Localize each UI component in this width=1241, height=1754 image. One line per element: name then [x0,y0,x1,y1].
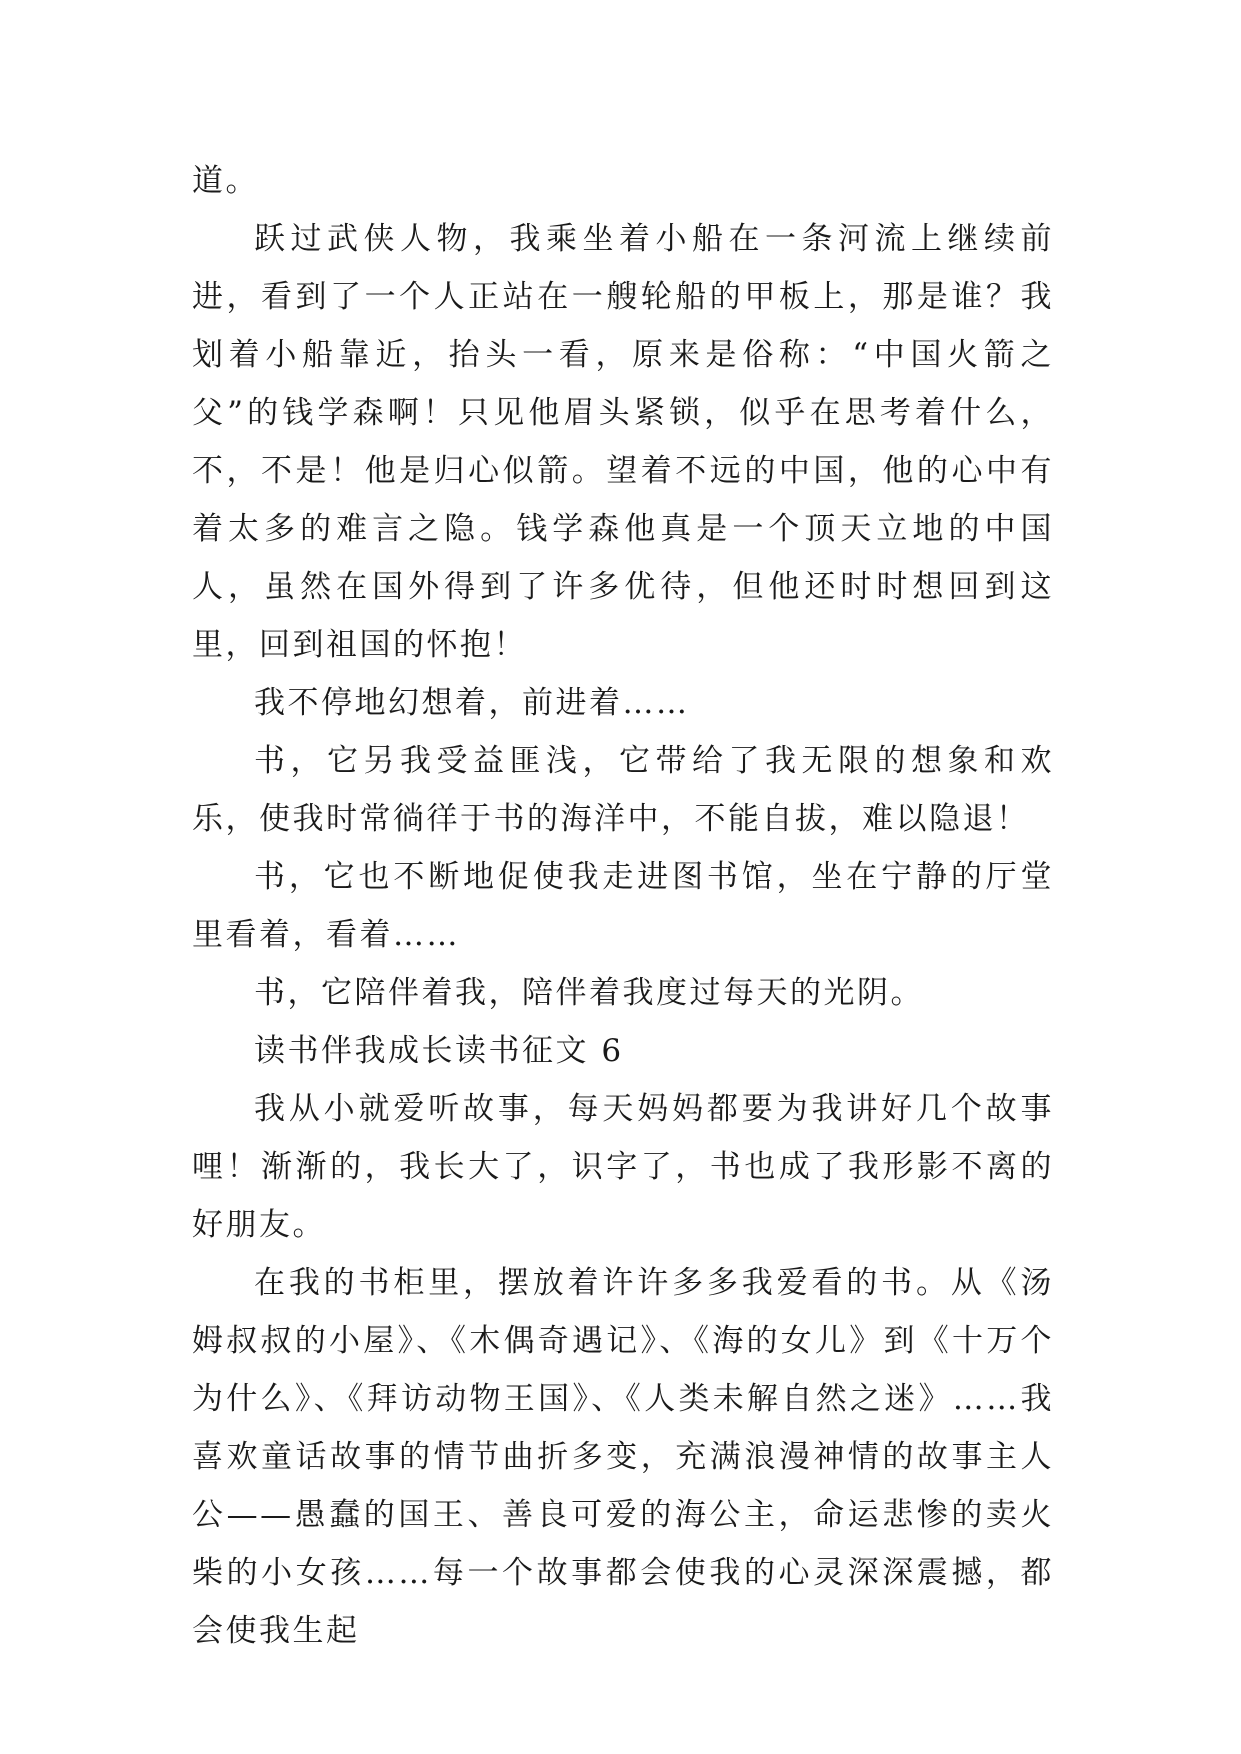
paragraph-companion: 书，它陪伴着我，陪伴着我度过每天的光阴。 [254,975,924,1011]
paragraph-bookshelf: 在我的书柜里，摆放着许许多多我爱看的书。从《汤姆叔叔的小屋》、《木偶奇遇记》、《海的女儿》到《十万个为什么》、《拜访动物王国》、《人类未解自然之迷》……我喜欢童话故事的情节曲折多变，充满浪漫神情的故事主人公——愚蠢的国王、善良可爱的海公主，命运悲惨的卖火柴的小女孩……每一个故事都会使我的心灵深深震撼，都会使我生起 [192,1265,1054,1649]
paragraph-continuation: 道。 [192,163,259,199]
paragraph-qian-xuesen: 跃过武侠人物，我乘坐着小船在一条河流上继续前进，看到了一个人正站在一艘轮船的甲板上，那是谁？我划着小船靠近，抬头一看，原来是俗称：“中国火箭之父”的钱学森啊！只见他眉头紧锁，似乎在思考着什么，不，不是！他是归心似箭。望着不远的中国，他的心中有着太多的难言之隐。钱学森他真是一个顶天立地的中国人，虽然在国外得到了许多优待，但他还时时想回到这里，回到祖国的怀抱！ [192,221,1054,663]
paragraph-book-benefit: 书，它另我受益匪浅，它带给了我无限的想象和欢乐，使我时常徜徉于书的海洋中，不能自拔，难以隐退！ [192,743,1054,837]
paragraph-imagining: 我不停地幻想着，前进着…… [254,685,690,721]
paragraph-library: 书，它也不断地促使我走进图书馆，坐在宁静的厅堂里看着，看着…… [192,859,1054,953]
paragraph-stories: 我从小就爱听故事，每天妈妈都要为我讲好几个故事哩！渐渐的，我长大了，识字了，书也成了我形影不离的好朋友。 [192,1091,1054,1243]
section-heading: 读书伴我成长读书征文 6 [254,1033,624,1069]
document-body [192,152,1054,1660]
